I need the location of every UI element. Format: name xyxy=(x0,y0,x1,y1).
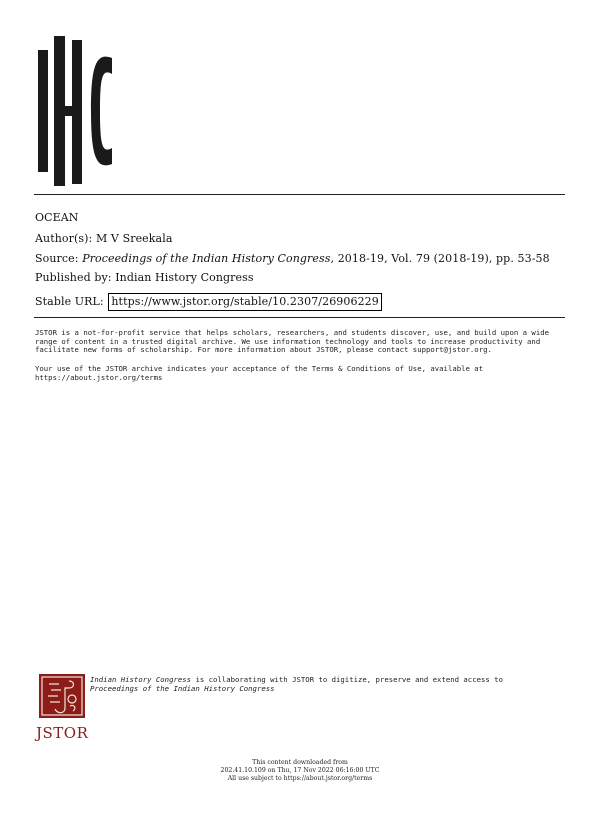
stable-url-link[interactable]: https://www.jstor.org/stable/10.2307/26906229 xyxy=(108,293,382,311)
source-details: , 2018-19, Vol. 79 (2018-19), pp. 53-58 xyxy=(330,252,550,265)
publisher-label: Published by: xyxy=(35,271,112,284)
stable-url-label: Stable URL: xyxy=(35,295,104,308)
notice-line: range of content in a trusted digital archive. We use information technology and tools to increase productivity and xyxy=(35,336,541,346)
ihc-logo-icon xyxy=(36,36,116,186)
notice-line: Your use of the JSTOR archive indicates your acceptance of the Terms & Conditions of Use, available at xyxy=(35,364,484,373)
article-title: OCEAN xyxy=(35,211,79,224)
top-divider xyxy=(34,194,565,195)
terms-link[interactable]: https://about.jstor.org/terms xyxy=(35,372,163,382)
jstor-logo-icon xyxy=(39,674,85,718)
authors-value: M V Sreekala xyxy=(95,232,173,245)
collab-journal: Proceedings of the Indian History Congress xyxy=(90,684,275,693)
publisher-line xyxy=(35,271,254,285)
collaboration-line xyxy=(90,675,503,684)
footer-download-note: This content downloaded from xyxy=(252,759,348,766)
terms-notice xyxy=(35,365,555,382)
collab-text: is collaborating with JSTOR to digitize, preserve and extend access to xyxy=(191,675,503,684)
stable-url-line xyxy=(35,293,382,311)
source-line xyxy=(35,252,550,266)
collab-org: Indian History Congress xyxy=(90,675,192,684)
source-label: Source: xyxy=(35,252,79,265)
authors-line xyxy=(35,232,172,246)
notice-line: facilitate new forms of scholarship. For more information about JSTOR, please contact support@jstor.org. xyxy=(35,345,492,355)
footer-terms: All use subject to https://about.jstor.org/terms xyxy=(227,775,373,782)
notice-line: JSTOR is a not-for-profit service that helps scholars, researchers, and students discover, use, and build upon a wide xyxy=(35,328,549,337)
middle-divider xyxy=(34,317,565,318)
publisher-value: Indian History Congress xyxy=(115,271,254,284)
footer-ip-timestamp: 202.41.10.109 on Thu, 17 Nov 2022 06:16:00 UTC xyxy=(220,767,380,774)
jstor-service-notice xyxy=(35,329,555,355)
jstor-wordmark: JSTOR xyxy=(36,724,89,742)
authors-label: Author(s): xyxy=(35,232,93,245)
source-journal: Proceedings of the Indian History Congress xyxy=(82,252,331,265)
